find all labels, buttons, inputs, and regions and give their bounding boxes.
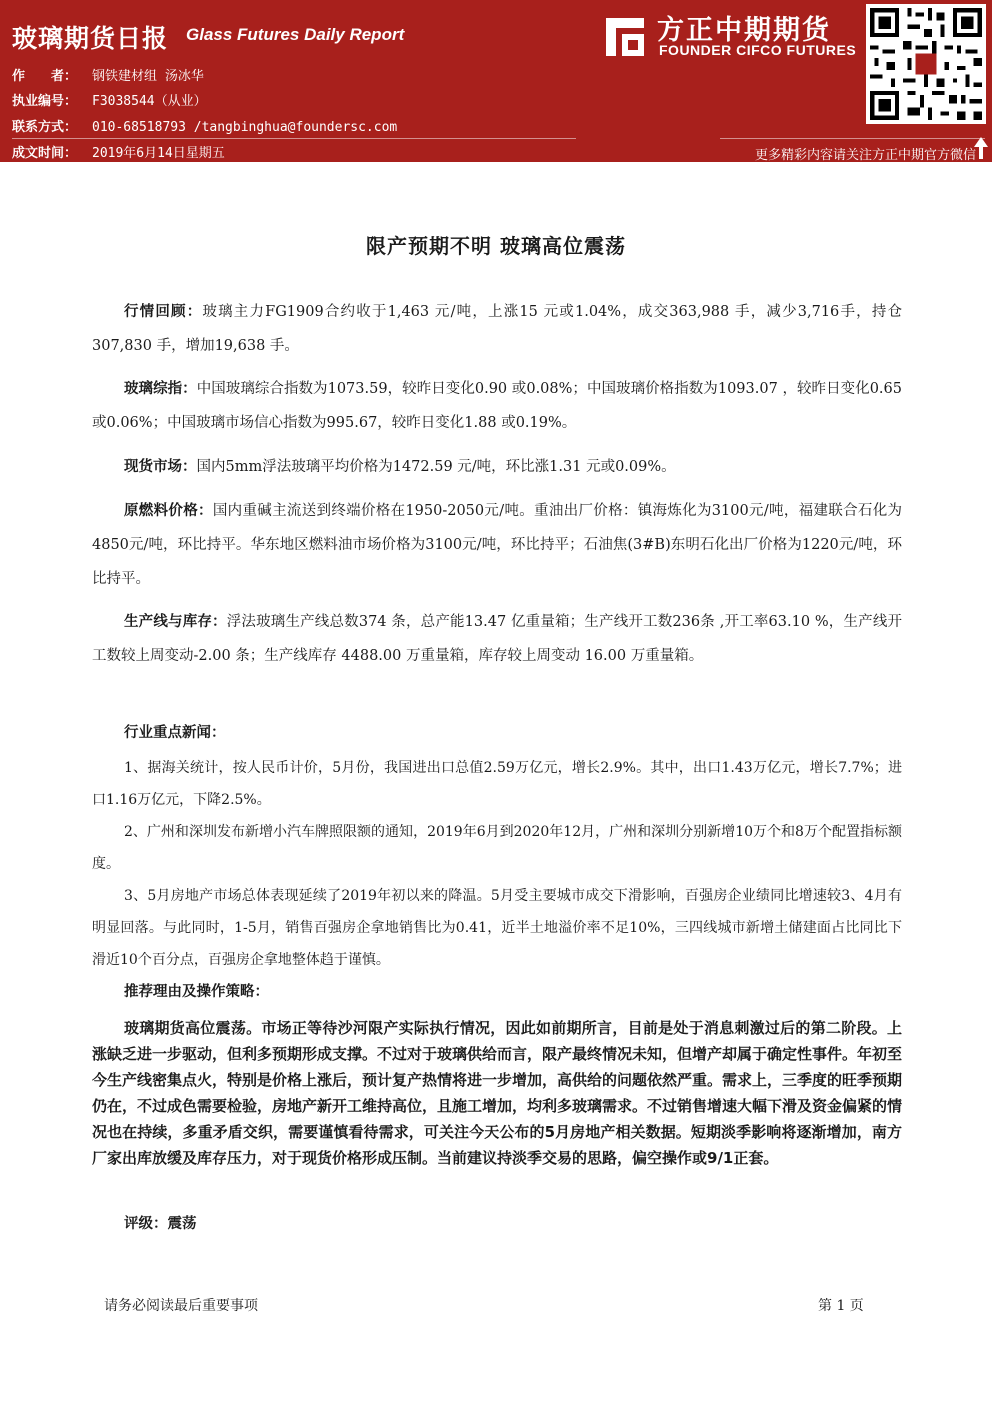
news-item: 1、据海关统计，按人民币计价，5月份，我国进出口总值2.59万亿元，增长2.9%。其中，出口1.43万亿元，增长7.7%；进口1.16万亿元，下降2.5%。 xyxy=(92,760,902,808)
section-production-inventory xyxy=(92,605,902,673)
meta-value: 钢铁建材组 汤冰华 xyxy=(92,69,204,84)
news-heading: 行业重点新闻： xyxy=(124,725,226,741)
meta-author xyxy=(12,65,204,84)
document-title: 限产预期不明 玻璃高位震荡 xyxy=(366,234,626,258)
section-label: 行情回顾： xyxy=(124,304,203,320)
brand-name-en: FOUNDER CIFCO FUTURES xyxy=(659,42,857,58)
section-text: 玻璃主力FG1909合约收于1,463 元/吨，上涨15 元或1.04%，成交363,988 手，减少3,716手，持仓307,830 手，增加19,638 手。 xyxy=(92,304,902,354)
meta-contact xyxy=(12,116,397,135)
section-text: 浮法玻璃生产线总数374 条，总产能13.47 亿重量箱；生产线开工数236条 ,开工率63.10 %，生产线开工数较上周变动-2.00 条；生产线库存 4488.00 万重量箱，库存较上周变动 16.00 万重量箱。 xyxy=(92,614,903,664)
section-label: 生产线与库存： xyxy=(124,614,227,630)
footer-notice: 请务必阅读最后重要事项 xyxy=(104,1298,258,1314)
section-glass-index xyxy=(92,372,902,440)
section-label: 现货市场： xyxy=(124,459,197,475)
meta-key: 成文时间： xyxy=(12,146,78,161)
section-text: 国内重碱主流送到终端价格在1950-2050元/吨。重油出厂价格：镇海炼化为3100元/吨，福建联合石化为4850元/吨，环比持平。华东地区燃料油市场价格为3100元/吨，环比持平；石油焦(3#B)东明石化出厂价格为1220元/吨，环比持平。 xyxy=(92,503,903,587)
section-text: 中国玻璃综合指数为1073.59，较昨日变化0.90 或0.08%；中国玻璃价格指数为1093.07 ，较昨日变化0.65 或0.06%；中国玻璃市场信心指数为995.67，较昨日变化1.88 或0.19%。 xyxy=(92,381,902,431)
news-item: 2、广州和深圳发布新增小汽车牌照限额的通知，2019年6月到2020年12月，广州和深圳分别新增10万个和8万个配置指标额度。 xyxy=(92,824,902,872)
page-number: 第 1 页 xyxy=(818,1298,864,1314)
strategy-heading: 推荐理由及操作策略： xyxy=(124,984,269,1000)
meta-value: 2019年6月14日星期五 xyxy=(92,146,225,161)
meta-date xyxy=(12,142,225,161)
header-divider xyxy=(12,138,576,139)
section-label: 玻璃综指： xyxy=(124,381,197,397)
report-title-en: Glass Futures Daily Report xyxy=(186,25,405,44)
meta-license xyxy=(12,90,207,109)
meta-value: 010-68518793 /tangbinghua@foundersc.com xyxy=(92,120,398,135)
section-text: 国内5mm浮法玻璃平均价格为1472.59 元/吨，环比涨1.31 元或0.09%。 xyxy=(196,459,676,475)
meta-key: 作 者： xyxy=(12,69,78,84)
follow-wechat-text: 更多精彩内容请关注方正中期官方微信 xyxy=(754,148,976,163)
rating: 评级：震荡 xyxy=(124,1216,197,1232)
brand-name-cn: 方正中期期货 xyxy=(657,15,831,46)
meta-key: 联系方式： xyxy=(12,120,78,135)
strategy-text: 玻璃期货高位震荡。市场正等待沙河限产实际执行情况，因此如前期所言，目前是处于消息刺激过后的第二阶段。上涨缺乏进一步驱动，但利多预期形成支撑。不过对于玻璃供给而言，限产最终情况未知，但增产却属于确定性事件。年初至今生产线密集点火，特别是价格上涨后，预计复产热情将进一步增加，高供给的问题依然严重。需求上，三季度的旺季预期仍在，不过成色需要检验，房地产新开工维持高位，且施工增加，均利多玻璃需求。不过销售增速大幅下滑及资金偏紧的情况也在持续，多重矛盾交织，需要谨慎看待需求，可关注今天公布的5月房地产相关数据。短期淡季影响将逐渐增加，南方厂家出库放缓及库存压力，对于现货价格形成压制。当前建议持淡季交易的思路，偏空操作或9/1正套。 xyxy=(92,1019,903,1167)
report-header xyxy=(0,0,992,162)
founder-logo-icon xyxy=(602,14,648,60)
section-raw-materials xyxy=(92,494,902,596)
report-title-cn: 玻璃期货日报 xyxy=(12,24,169,53)
header-divider xyxy=(720,138,985,139)
qr-code-icon[interactable] xyxy=(866,4,986,124)
section-spot-market xyxy=(92,450,902,484)
section-label: 原燃料价格： xyxy=(124,503,213,519)
meta-key: 执业编号： xyxy=(12,94,78,109)
news-item: 3、5月房地产市场总体表现延续了2019年初以来的降温。5月受主要城市成交下滑影响，百强房企业绩同比增速较3、4月有明显回落。与此同时，1-5月，销售百强房企拿地销售比为0.41，近半土地溢价率不足10%，三四线城市新增土储建面占比同比下滑近10个百分点，百强房企拿地整体趋于谨慎。 xyxy=(92,888,902,968)
arrow-up-icon xyxy=(973,136,989,160)
meta-value: F3038544（从业） xyxy=(92,94,207,109)
section-market-review xyxy=(92,295,902,363)
